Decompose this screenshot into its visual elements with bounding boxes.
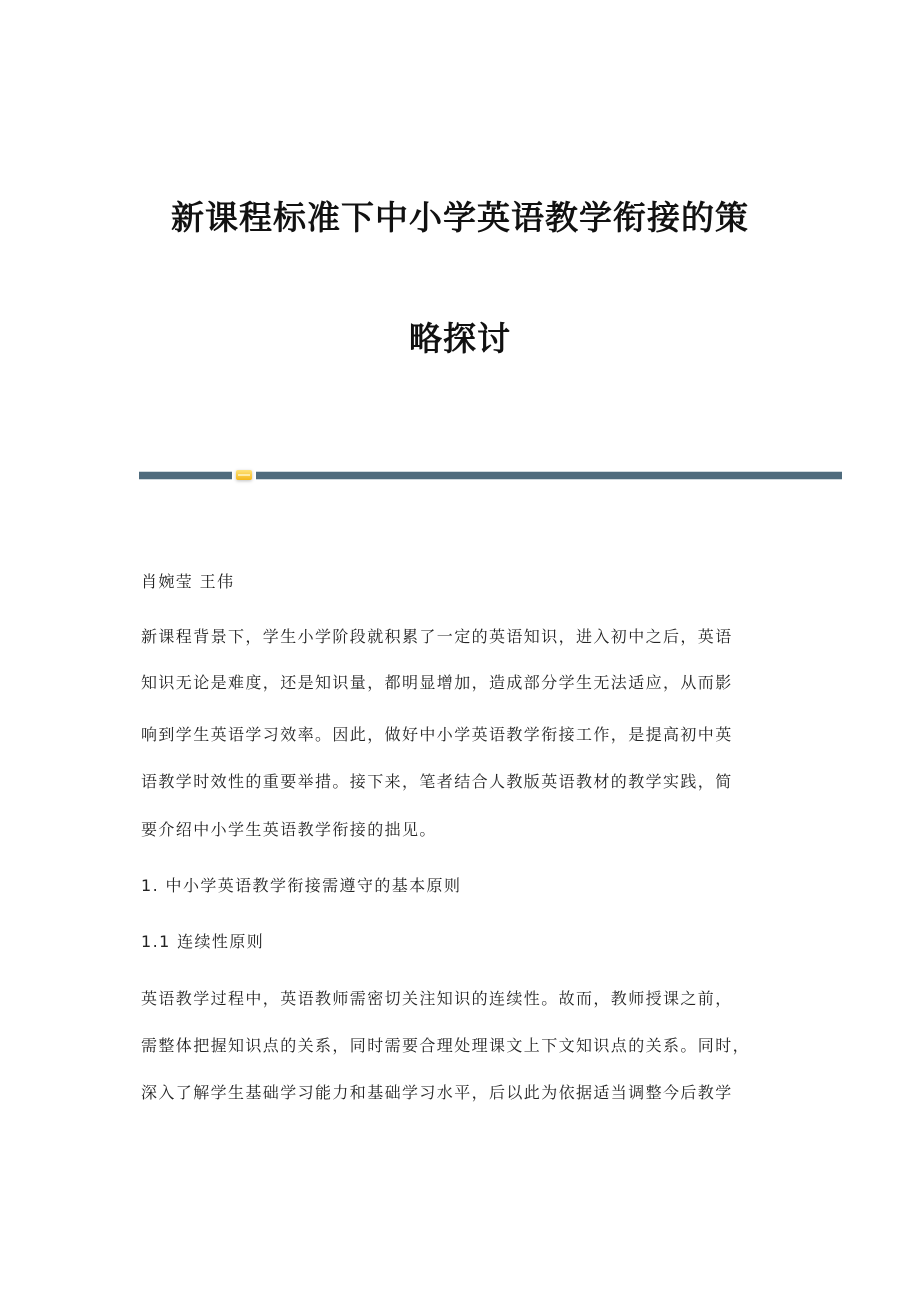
document-title-line-1: 新课程标准下中小学英语教学衔接的策 xyxy=(171,198,749,237)
body-line: 英语教学过程中，英语教师需密切关注知识的连续性。故而，教师授课之前， xyxy=(141,989,733,1008)
divider-bar-right xyxy=(256,471,842,480)
body-line: 知识无论是难度，还是知识量，都明显增加，造成部分学生无法适应，从而影 xyxy=(141,673,733,692)
body-line: 要介绍中小学生英语教学衔接的拙见。 xyxy=(141,820,437,839)
title-divider xyxy=(139,471,842,480)
divider-badge-icon xyxy=(236,470,252,480)
divider-bar-left xyxy=(139,471,232,480)
section-heading: 1. 中小学英语教学衔接需遵守的基本原则 xyxy=(141,876,462,895)
body-line: 新课程背景下，学生小学阶段就积累了一定的英语知识，进入初中之后，英语 xyxy=(141,627,733,646)
subsection-heading: 1.1 连续性原则 xyxy=(141,932,265,951)
body-line: 响到学生英语学习效率。因此，做好中小学英语教学衔接工作，是提高初中英 xyxy=(141,725,733,744)
body-line: 语教学时效性的重要举措。接下来，笔者结合人教版英语教材的教学实践，简 xyxy=(141,772,733,791)
document-title-line-2: 略探讨 xyxy=(409,319,511,358)
body-line: 需整体把握知识点的关系，同时需要合理处理课文上下文知识点的关系。同时， xyxy=(141,1036,751,1055)
body-line: 深入了解学生基础学习能力和基础学习水平，后以此为依据适当调整今后教学 xyxy=(141,1083,733,1102)
authors: 肖婉莹 王伟 xyxy=(141,572,235,591)
